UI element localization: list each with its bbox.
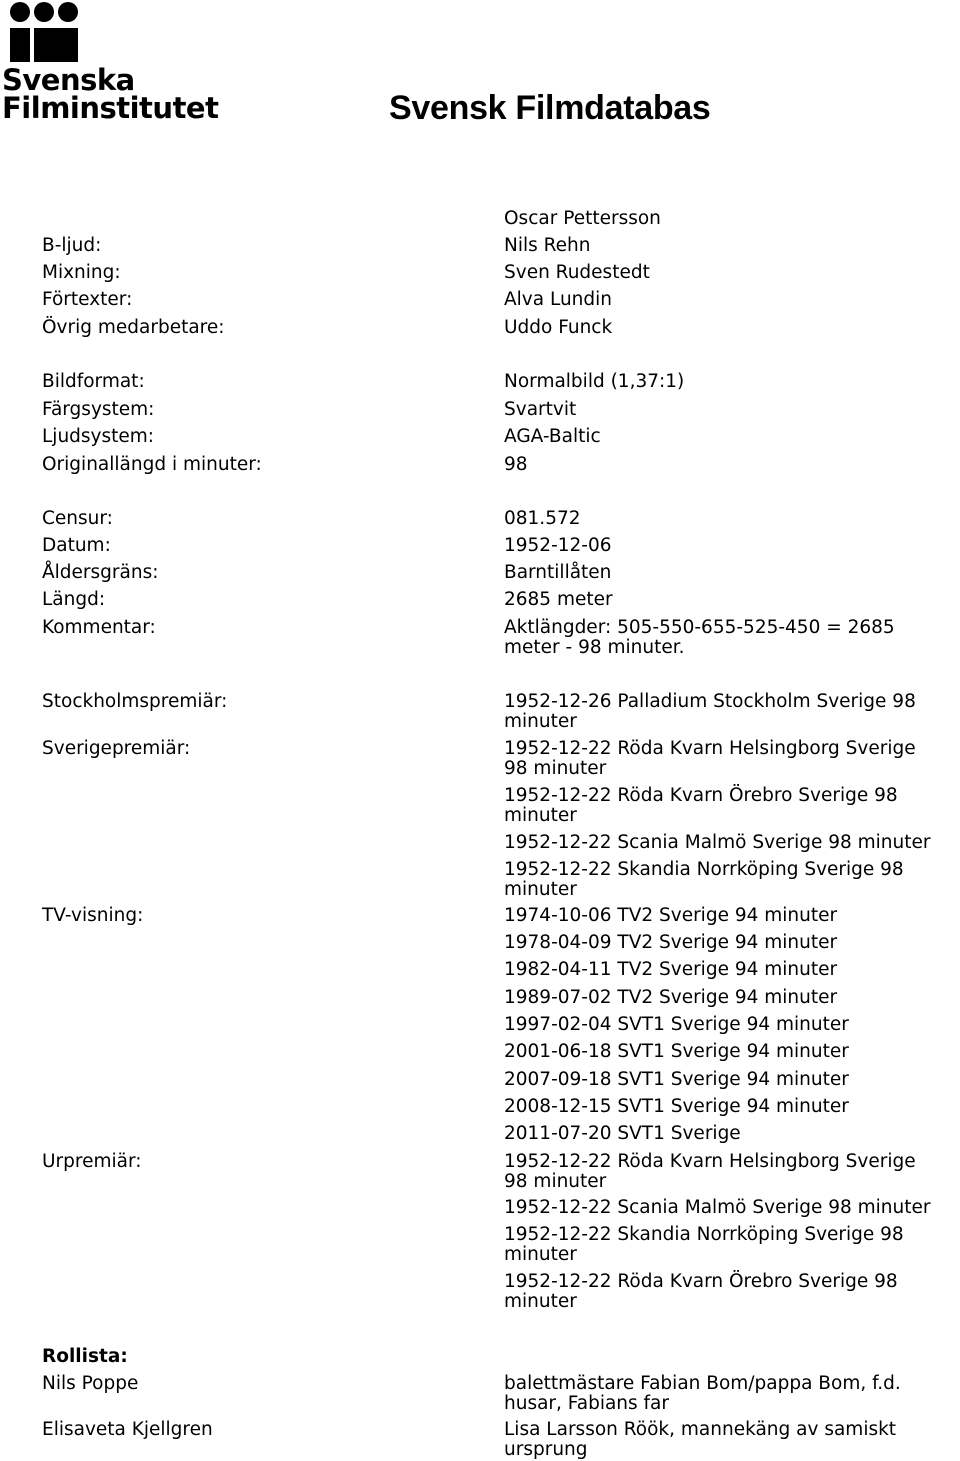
logo-mark-icon [6,2,82,62]
premiere-entry: 1952-12-26 Palladium Stockholm Sverige 98 minuter [504,691,916,732]
censur-label: Längd: [42,589,106,610]
cast-actor: Nils Poppe [42,1373,139,1394]
premiere-entry: 1952-12-22 Skandia Norrköping Sverige 98 minuter [504,859,904,900]
tv-entry: 1997-02-04 SVT1 Sverige 94 minuter [504,1014,849,1035]
premiere-entry: 1952-12-22 Skandia Norrköping Sverige 98 minuter [504,1224,904,1265]
premiere-entry: 1952-12-22 Röda Kvarn Örebro Sverige 98 minuter [504,1271,898,1312]
credit-label: B-ljud: [42,235,102,256]
credit-label: Mixning: [42,262,121,283]
credit-value-top: Oscar Pettersson [504,208,661,229]
premiere-entry: 1952-12-22 Röda Kvarn Helsingborg Sverige 98 minuter [504,1151,916,1192]
premiere-entry: 1952-12-22 Röda Kvarn Örebro Sverige 98 minuter [504,785,898,826]
premiere-entry: 1952-12-22 Röda Kvarn Helsingborg Sverige 98 minuter [504,738,916,779]
censur-value: Barntillåten [504,562,612,583]
tech-label: Bildformat: [42,371,145,392]
premiere-entry: 1952-12-22 Scania Malmö Sverige 98 minuter [504,1197,931,1218]
cast-role: balettmästare Fabian Bom/pappa Bom, f.d. husar, Fabians far [504,1373,901,1414]
credit-label: Övrig medarbetare: [42,317,225,338]
tech-value: Svartvit [504,399,577,420]
credit-value: Alva Lundin [504,289,613,310]
premiere-label-tv: TV-visning: [42,905,144,926]
credit-value: Nils Rehn [504,235,591,256]
censur-comment: Aktlängder: 505-550-655-525-450 = 2685 meter - 98 minuter. [504,617,895,658]
cast-role: Lisa Larsson Röök, mannekäng av samiskt ursprung [504,1419,897,1460]
credit-value: Sven Rudestedt [504,262,650,283]
premiere-label-stockholm: Stockholmspremiär: [42,691,228,712]
tv-entry: 2008-12-15 SVT1 Sverige 94 minuter [504,1096,849,1117]
credit-value: Uddo Funck [504,317,613,338]
logo-line-1: Svenska [2,63,135,97]
censur-label: Kommentar: [42,617,156,638]
censur-label: Censur: [42,508,113,529]
tv-entry: 2011-07-20 SVT1 Sverige [504,1123,741,1144]
premiere-label-sverige: Sverigepremiär: [42,738,191,759]
tech-label: Färgsystem: [42,399,155,420]
censur-value: 2685 meter [504,589,613,610]
censur-value: 081.572 [504,508,581,529]
credit-label: Förtexter: [42,289,133,310]
censur-value: 1952-12-06 [504,535,612,556]
tech-value: AGA-Baltic [504,426,601,447]
logo-wordmark [2,63,219,125]
tv-entry: 2001-06-18 SVT1 Sverige 94 minuter [504,1041,849,1062]
tv-entry: 1978-04-09 TV2 Sverige 94 minuter [504,932,838,953]
tech-label: Originallängd i minuter: [42,454,262,475]
cast-heading: Rollista: [42,1346,128,1367]
page-title: Svensk Filmdatabas [389,89,711,127]
logo-line-2: Filminstitutet [2,91,219,125]
tv-entry: 1982-04-11 TV2 Sverige 94 minuter [504,959,838,980]
svenska-filminstitutet-logo [2,2,219,127]
censur-label: Datum: [42,535,111,556]
censur-label: Åldersgräns: [42,562,159,583]
tech-value: 98 [504,454,528,475]
premiere-label-ur: Urpremiär: [42,1151,142,1172]
tv-entry: 2007-09-18 SVT1 Sverige 94 minuter [504,1069,849,1090]
tv-entry: 1989-07-02 TV2 Sverige 94 minuter [504,987,838,1008]
premiere-entry: 1952-12-22 Scania Malmö Sverige 98 minuter [504,832,931,853]
tech-value: Normalbild (1,37:1) [504,371,685,392]
cast-actor: Elisaveta Kjellgren [42,1419,213,1440]
tv-entry: 1974-10-06 TV2 Sverige 94 minuter [504,905,838,926]
tech-label: Ljudsystem: [42,426,155,447]
